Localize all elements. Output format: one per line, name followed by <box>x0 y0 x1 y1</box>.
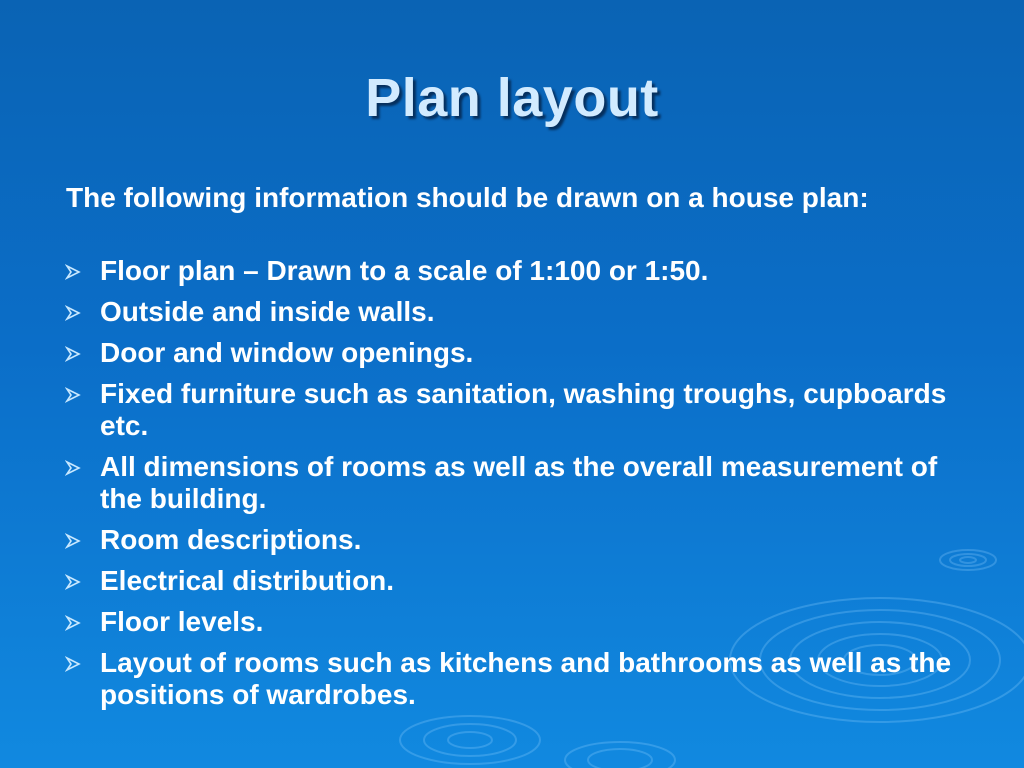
list-item-text: Door and window openings. <box>100 337 474 368</box>
slide-title: Plan layout <box>365 68 659 128</box>
arrow-bullet-icon <box>65 264 82 280</box>
list-item <box>62 524 972 556</box>
list-item <box>62 296 972 328</box>
arrow-bullet-icon <box>65 615 82 631</box>
bullet-list <box>62 255 972 720</box>
list-item-text: Outside and inside walls. <box>100 296 435 327</box>
list-item-text: Fixed furniture such as sanitation, washing troughs, cupboards etc. <box>100 378 947 441</box>
arrow-bullet-icon <box>65 533 82 549</box>
arrow-bullet-icon <box>65 460 82 476</box>
list-item <box>62 378 972 442</box>
list-item-text: Layout of rooms such as kitchens and bathrooms as well as the positions of wardrobes. <box>100 647 952 710</box>
arrow-bullet-icon <box>65 387 82 403</box>
intro-text: The following information should be drawn on a house plan: <box>66 182 869 213</box>
list-item <box>62 606 972 638</box>
list-item <box>62 337 972 369</box>
list-item-text: Electrical distribution. <box>100 565 395 596</box>
list-item <box>62 451 972 515</box>
arrow-bullet-icon <box>65 656 82 672</box>
list-item <box>62 647 972 711</box>
arrow-bullet-icon <box>65 574 82 590</box>
list-item-text: All dimensions of rooms as well as the overall measurement of the building. <box>100 451 938 514</box>
arrow-bullet-icon <box>65 346 82 362</box>
list-item-text: Room descriptions. <box>100 524 362 555</box>
list-item-text: Floor plan – Drawn to a scale of 1:100 or 1:50. <box>100 255 709 286</box>
arrow-bullet-icon <box>65 305 82 321</box>
list-item-text: Floor levels. <box>100 606 264 637</box>
list-item <box>62 565 972 597</box>
list-item <box>62 255 972 287</box>
